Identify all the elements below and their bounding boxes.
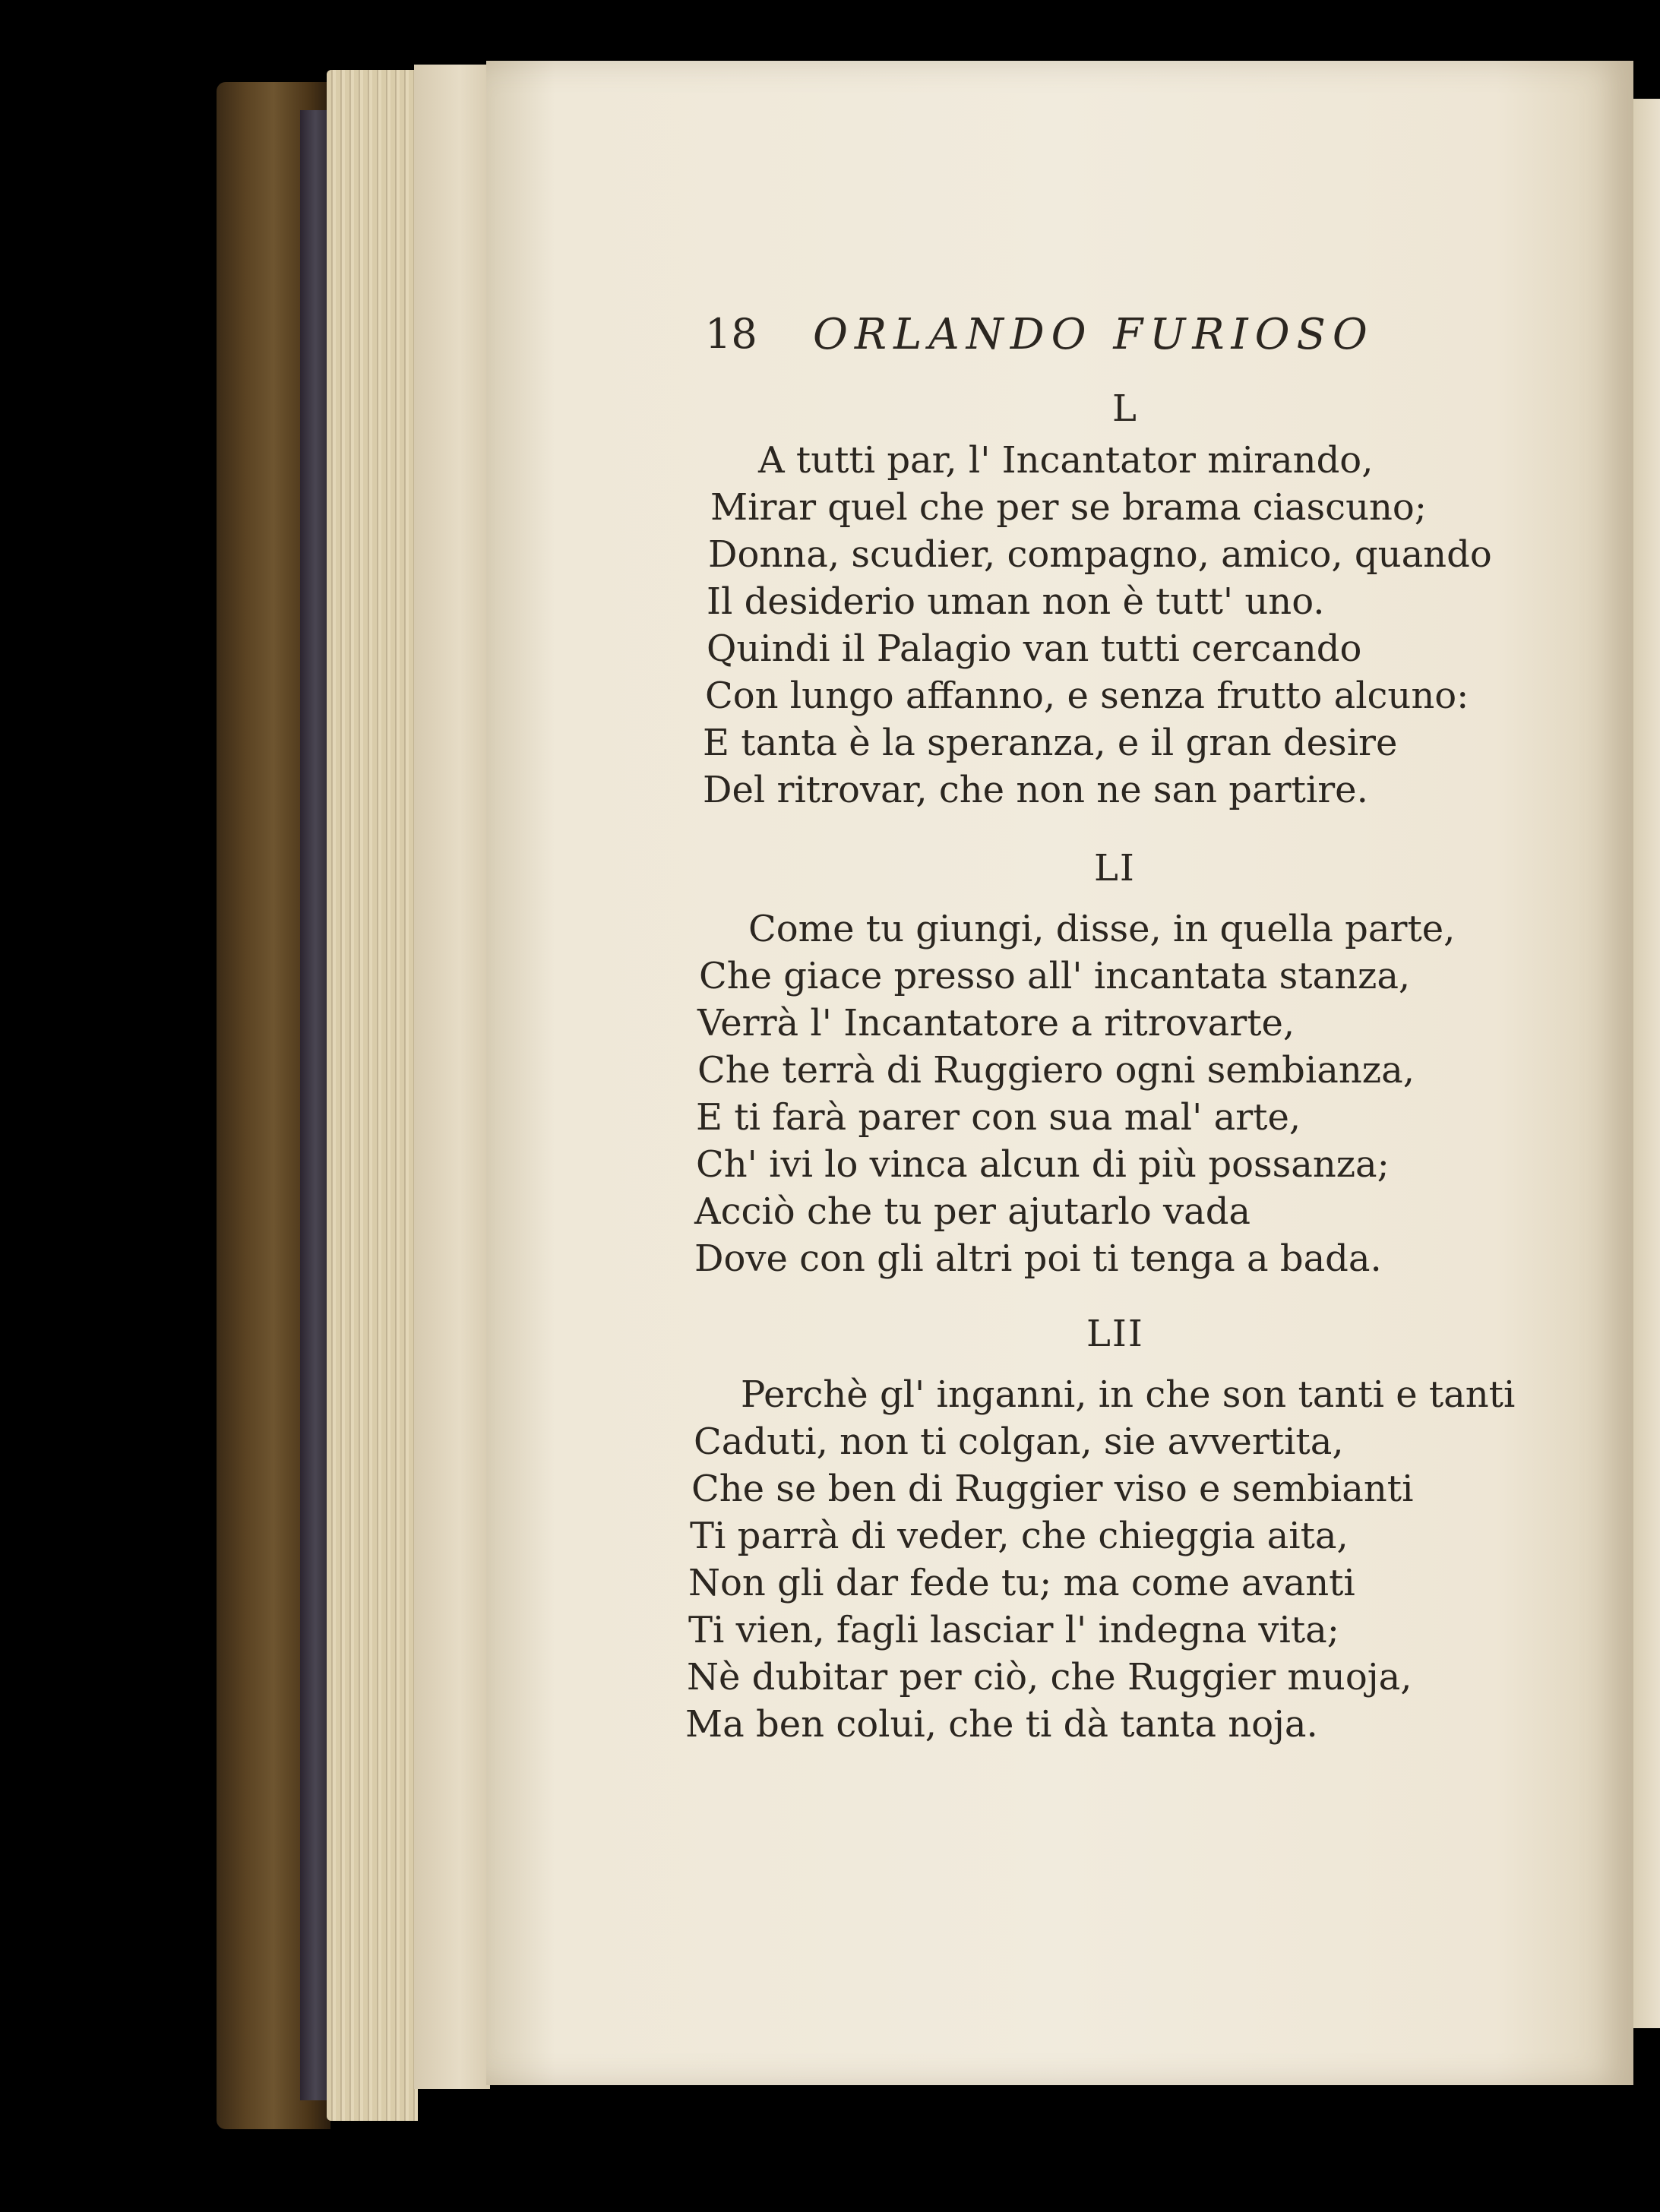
verse-line: Che se ben di Ruggier viso e sembianti	[691, 1468, 1414, 1510]
verse-line: Con lungo affanno, e senza frutto alcuno:	[705, 675, 1469, 717]
verse-line: Del ritrovar, che non ne san partire.	[703, 769, 1368, 811]
verse-line: Ti parrà di veder, che chieggia aita,	[690, 1515, 1349, 1557]
verse-line: Come tu giungi, disse, in quella parte,	[748, 908, 1456, 950]
verse-line: Il desiderio uman non è tutt' uno.	[707, 580, 1325, 623]
verse-line: Ch' ivi lo vinca alcun di più possanza;	[696, 1143, 1390, 1186]
verse-line: E tanta è la speranza, e il gran desire	[703, 722, 1398, 764]
spine-lining	[300, 110, 330, 2100]
verse-line: Ma ben colui, che ti dà tanta noja.	[685, 1703, 1318, 1746]
next-page-edge	[1633, 99, 1660, 2028]
verse-line: Mirar quel che per se brama ciascuno;	[710, 486, 1427, 529]
verse-line: Perchè gl' inganni, in che son tanti e tanti	[741, 1373, 1516, 1416]
stanza-numeral: LII	[1086, 1313, 1144, 1355]
stanza-numeral: LI	[1094, 847, 1136, 890]
verse-line: E ti farà parer con sua mal' arte,	[696, 1096, 1301, 1139]
running-title: ORLANDO FURIOSO	[813, 310, 1374, 359]
verse-line: A tutti par, l' Incantator mirando,	[758, 439, 1374, 482]
verse-line: Quindi il Palagio van tutti cercando	[707, 627, 1362, 670]
verse-line: Che giace presso all' incantata stanza,	[699, 955, 1411, 997]
facing-page-margin	[414, 65, 490, 2089]
page-number: 18	[705, 310, 757, 358]
verse-line: Nè dubitar per ciò, che Ruggier muoja,	[687, 1656, 1412, 1698]
verse-line: Non gli dar fede tu; ma come avanti	[688, 1562, 1355, 1604]
verse-line: Che terrà di Ruggiero ogni sembianza,	[697, 1049, 1415, 1092]
verse-line: Donna, scudier, compagno, amico, quando	[708, 533, 1492, 576]
stanza-numeral: L	[1112, 387, 1138, 430]
verse-line: Dove con gli altri poi ti tenga a bada.	[694, 1237, 1382, 1280]
verse-line: Acciò che tu per ajutarlo vada	[694, 1190, 1251, 1233]
verse-line: Caduti, non ti colgan, sie avvertita,	[694, 1420, 1344, 1463]
verse-line: Verrà l' Incantatore a ritrovarte,	[697, 1002, 1295, 1044]
page-edges	[327, 70, 418, 2121]
verse-line: Ti vien, fagli lasciar l' indegna vita;	[688, 1609, 1339, 1651]
